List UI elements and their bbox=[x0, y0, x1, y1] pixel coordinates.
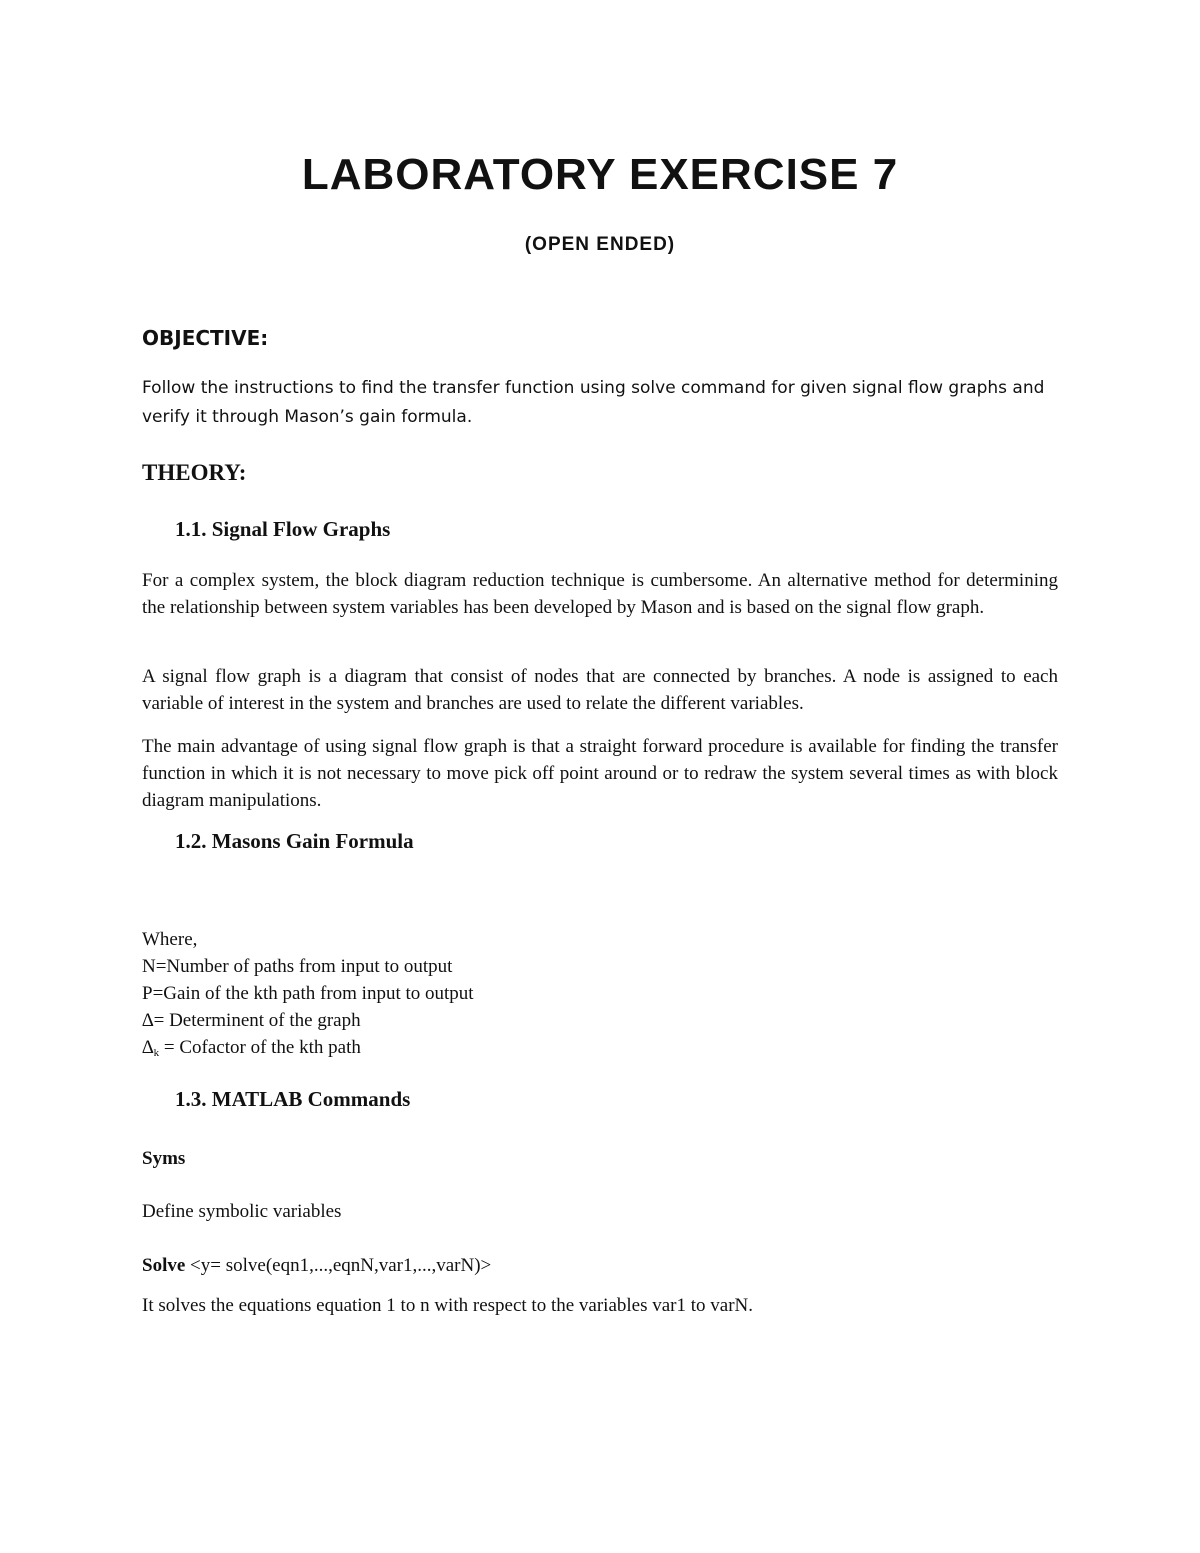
paragraph-signal-flow-definition: A signal flow graph is a diagram that consist of nodes that are connected by branches. A node is assigned to each variable of interest in the system and branches are used to relate the different variables. bbox=[142, 666, 1058, 714]
section-heading-matlab-commands: 1.3. MATLAB Commands bbox=[175, 1087, 411, 1111]
paragraph-block-diagram: For a complex system, the block diagram reduction technique is cumbersome. An alternative method for determining the relationship between system variables has been developed by Mason and is based on the signal flow graph. bbox=[142, 570, 1058, 618]
syms-description: Define symbolic variables bbox=[142, 1201, 342, 1222]
solve-description: It solves the equations equation 1 to n with respect to the variables var1 to varN. bbox=[142, 1295, 754, 1316]
delta-subscript: k bbox=[153, 1047, 160, 1059]
delta-k-text: = Cofactor of the kth path bbox=[159, 1037, 361, 1058]
page-title: LABORATORY EXERCISE 7 bbox=[301, 150, 899, 199]
theory-heading: THEORY: bbox=[142, 460, 247, 485]
objective-heading: OBJECTIVE: bbox=[142, 326, 269, 350]
page-subtitle: (OPEN ENDED) bbox=[524, 234, 676, 255]
definition-n: N=Number of paths from input to output bbox=[142, 956, 453, 977]
section-heading-signal-flow-graphs: 1.1. Signal Flow Graphs bbox=[175, 517, 391, 541]
section-heading-masons-gain-formula: 1.2. Masons Gain Formula bbox=[175, 829, 414, 853]
delta-symbol: ∆ bbox=[142, 1037, 154, 1058]
solve-syntax: <y= solve(eqn1,...,eqnN,var1,...,varN)> bbox=[185, 1255, 492, 1276]
where-label: Where, bbox=[142, 929, 198, 950]
definition-p: P=Gain of the kth path from input to output bbox=[142, 983, 474, 1004]
solve-line bbox=[142, 1252, 491, 1279]
solve-label: Solve bbox=[142, 1255, 186, 1276]
definition-delta: ∆= Determinent of the graph bbox=[142, 1010, 361, 1031]
syms-label: Syms bbox=[142, 1148, 186, 1169]
objective-text: Follow the instructions to find the transfer function using solve command for given signal flow graphs and verify it through Mason’s gain formula. bbox=[142, 378, 1045, 427]
definition-delta-k bbox=[142, 1034, 361, 1067]
paragraph-signal-flow-advantage: The main advantage of using signal flow graph is that a straight forward procedure is available for finding the transfer function in which it is not necessary to move pick off point around or to redraw the system several times as with block diagram manipulations. bbox=[142, 736, 1058, 811]
